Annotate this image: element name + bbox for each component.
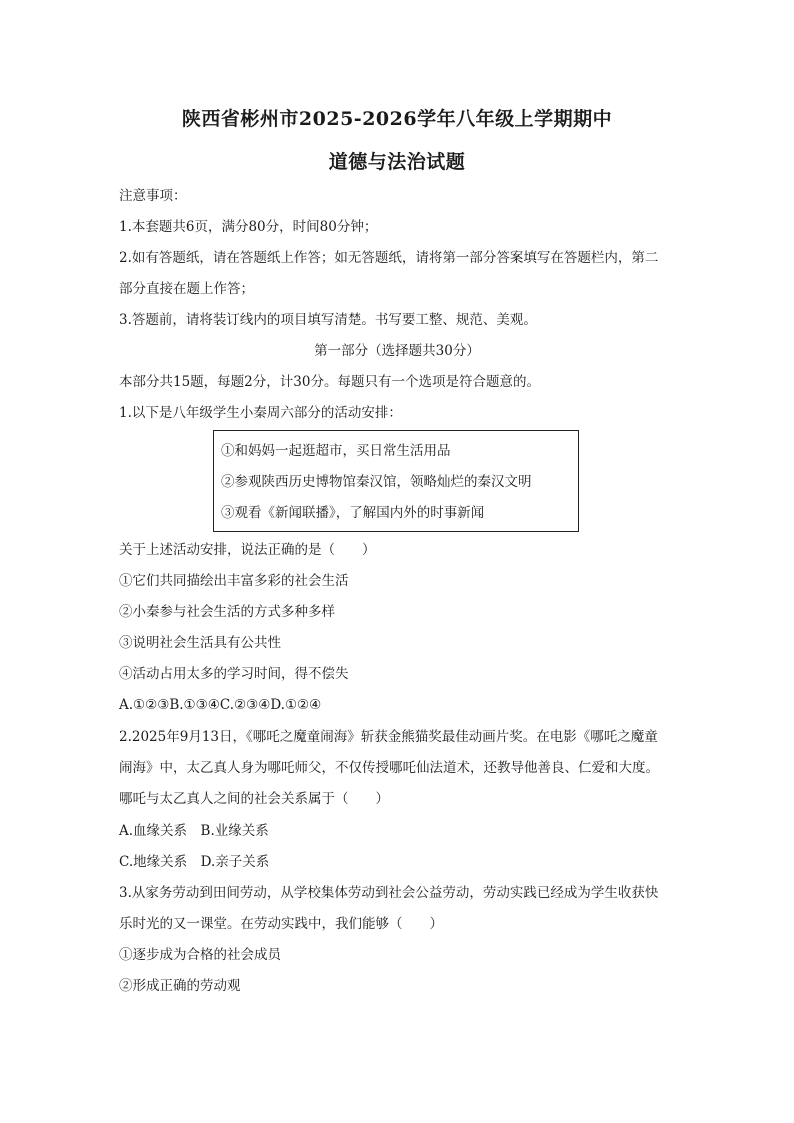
exam-title-line2: 道德与法治试题 bbox=[328, 151, 466, 173]
note-3: 3.答题前，请将装订线内的项目填写清楚。书写要工整、规范、美观。 bbox=[119, 312, 537, 328]
question-2-line2: 闹海》中，太乙真人身为哪吒师父，不仅传授哪吒仙法道术，还教导他善良、仁爱和大度。 bbox=[119, 760, 659, 776]
activity-box bbox=[213, 430, 579, 532]
activity-item: ①和妈妈一起逛超市，买日常生活用品 bbox=[221, 443, 451, 459]
note-2-line2: 部分直接在题上作答； bbox=[119, 281, 254, 297]
question-1-statement: ③说明社会生活具有公共性 bbox=[119, 635, 281, 651]
question-1-prompt: 关于上述活动安排，说法正确的是（ ） bbox=[119, 542, 376, 558]
part1-heading: 第一部分（选择题共30分） bbox=[314, 343, 480, 359]
question-3-line2: 乐时光的又一课堂。在劳动实践中，我们能够（ ） bbox=[119, 916, 443, 932]
question-1-stem: 1.以下是八年级学生小秦周六部分的活动安排： bbox=[119, 405, 402, 421]
question-2-options-ab: A.血缘关系 B.业缘关系 bbox=[119, 823, 269, 839]
note-1: 1.本套题共6页，满分80分，时间80分钟； bbox=[119, 219, 378, 235]
notes-heading: 注意事项： bbox=[119, 188, 187, 204]
question-2-options-cd: C.地缘关系 D.亲子关系 bbox=[119, 854, 270, 870]
question-1-statement: ④活动占用太多的学习时间，得不偿失 bbox=[119, 666, 349, 682]
question-3-statement: ①逐步成为合格的社会成员 bbox=[119, 947, 281, 963]
part1-intro: 本部分共15题，每题2分，计30分。每题只有一个选项是符合题意的。 bbox=[119, 374, 540, 390]
activity-item: ②参观陕西历史博物馆秦汉馆，领略灿烂的秦汉文明 bbox=[221, 474, 532, 490]
question-3-statement: ②形成正确的劳动观 bbox=[119, 978, 241, 994]
question-1-options: A.①②③B.①③④C.②③④D.①②④ bbox=[119, 697, 322, 713]
note-2-line1: 2.如有答题纸，请在答题纸上作答；如无答题纸，请将第一部分答案填写在答题栏内，第二 bbox=[119, 250, 659, 266]
question-1-statement: ①它们共同描绘出丰富多彩的社会生活 bbox=[119, 573, 349, 589]
exam-title-line1: 陕西省彬州市2025-2026学年八年级上学期期中 bbox=[181, 108, 613, 130]
question-1-statement: ②小秦参与社会生活的方式多种多样 bbox=[119, 604, 335, 620]
activity-item: ③观看《新闻联播》，了解国内外的时事新闻 bbox=[221, 505, 485, 521]
question-2-line1: 2.2025年9月13日，《哪吒之魔童闹海》斩获金熊猫奖最佳动画片奖。在电影《哪吒之魔童 bbox=[119, 729, 658, 745]
question-2-line3: 哪吒与太乙真人之间的社会关系属于（ ） bbox=[119, 791, 389, 807]
question-3-line1: 3.从家务劳动到田间劳动，从学校集体劳动到社会公益劳动，劳动实践已经成为学生收获快 bbox=[119, 885, 659, 901]
